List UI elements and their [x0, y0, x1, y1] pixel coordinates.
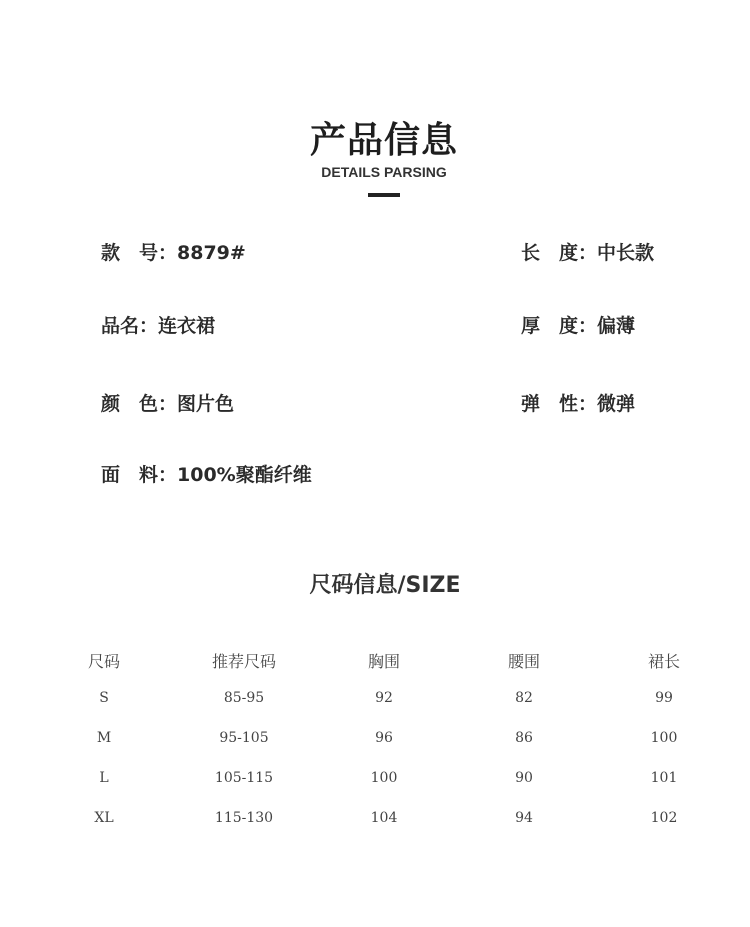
size-header-bust: 胸围: [367, 652, 401, 671]
table-cell: L: [99, 770, 109, 786]
table-cell: S: [99, 690, 109, 706]
attr-color: 颜 色：图片色: [101, 393, 235, 415]
attr-length: 长 度：中长款: [521, 242, 655, 264]
table-cell: 99: [655, 690, 673, 706]
attr-style-no: 款 号：8879#: [101, 242, 246, 264]
size-header-length: 裙长: [647, 652, 681, 671]
attr-fabric: 面 料：100%聚酯纤维: [101, 464, 312, 486]
table-cell: 92: [375, 690, 393, 706]
table-cell: 95-105: [219, 730, 269, 746]
table-cell: 102: [650, 810, 678, 826]
attr-name: 品名：连衣裙: [101, 315, 216, 337]
table-cell: 104: [370, 810, 398, 826]
table-cell: 94: [515, 810, 533, 826]
table-cell: 90: [515, 770, 533, 786]
page-subtitle: DETAILS PARSING: [321, 164, 447, 180]
table-cell: 105-115: [214, 770, 274, 786]
table-cell: 100: [650, 730, 678, 746]
table-cell: 115-130: [214, 810, 274, 826]
table-cell: 82: [515, 690, 533, 706]
title-divider: [368, 193, 400, 197]
page-title: 产品信息: [309, 120, 458, 161]
table-cell: M: [96, 730, 112, 746]
table-cell: 100: [370, 770, 398, 786]
attr-thickness: 厚 度：偏薄: [521, 315, 636, 337]
table-cell: 96: [375, 730, 393, 746]
table-cell: 101: [650, 770, 678, 786]
size-header-waist: 腰围: [507, 652, 541, 671]
table-cell: XL: [94, 810, 114, 826]
size-section-title: 尺码信息/SIZE: [309, 573, 461, 598]
table-cell: 86: [515, 730, 533, 746]
size-header-recommended: 推荐尺码: [211, 652, 277, 671]
size-header-size: 尺码: [87, 652, 121, 671]
attr-elasticity: 弹 性：微弹: [521, 393, 636, 415]
table-cell: 85-95: [223, 690, 265, 706]
